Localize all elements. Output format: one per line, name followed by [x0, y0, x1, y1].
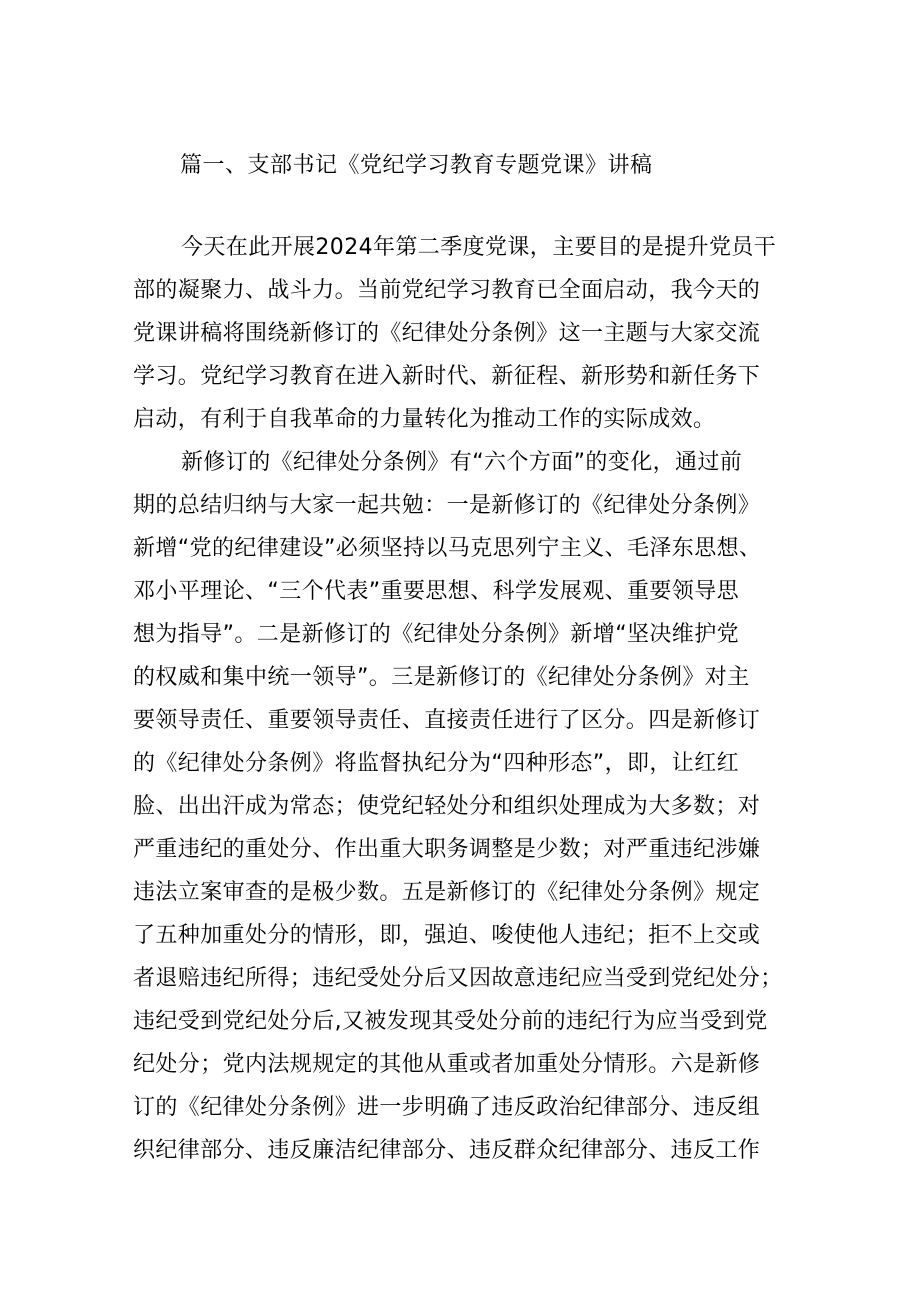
paragraph-2-line-9: 脸、出出汗成为常态；使党纪轻处分和组织处理成为大多数；对 — [133, 794, 761, 819]
paragraph-2-line-15: 纪处分；党内法规规定的其他从重或者加重处分情形。六是新修 — [133, 1052, 761, 1077]
paragraph-2-line-3: 新增“党的纪律建设”必须坚持以马克思列宁主义、毛泽东思想、 — [133, 536, 762, 561]
paragraph-2-line-14: 违纪受到党纪处分后,又被发现其受处分前的违纪行为应当受到党 — [133, 1009, 768, 1034]
paragraph-1-line-5: 启动，有利于自我革命的力量转化为推动工作的实际成效。 — [133, 407, 716, 432]
paragraph-1-line-1: 今天在此开展2024年第二季度党课，主要目的是提升党员干 — [181, 235, 777, 260]
paragraph-2-line-13: 者退赔违纪所得；违纪受处分后又因故意违纪应当受到党纪处分； — [133, 966, 783, 991]
paragraph-2-line-5: 想为指导”。二是新修订的《纪律处分条例》新增“坚决维护党 — [133, 622, 739, 647]
document-title: 篇一、支部书记《党纪学习教育专题党课》讲稿 — [180, 153, 653, 178]
paragraph-2-line-4: 邓小平理论、“三个代表”重要思想、科学发展观、重要领导思 — [133, 579, 739, 604]
paragraph-2-line-12: 了五种加重处分的情形，即，强迫、唆使他人违纪；拒不上交或 — [133, 923, 761, 948]
paragraph-2-line-17: 织纪律部分、违反廉洁纪律部分、违反群众纪律部分、违反工作 — [133, 1138, 761, 1163]
paragraph-2-line-6: 的权威和集中统一领导”。三是新修订的《纪律处分条例》对主 — [133, 665, 750, 690]
paragraph-2-line-10: 严重违纪的重处分、作出重大职务调整是少数；对严重违纪涉嫌 — [133, 837, 761, 862]
paragraph-1-line-3: 党课讲稿将围绕新修订的《纪律处分条例》这一主题与大家交流 — [133, 321, 761, 346]
paragraph-2-line-16: 订的《纪律处分条例》进一步明确了违反政治纪律部分、违反组 — [133, 1095, 761, 1120]
paragraph-2-line-1: 新修订的《纪律处分条例》有“六个方面”的变化，通过前 — [181, 450, 743, 475]
paragraph-2-line-2: 期的总结归纳与大家一起共勉：一是新修订的《纪律处分条例》 — [133, 493, 761, 518]
document-body — [133, 226, 793, 1172]
paragraph-2-line-11: 违法立案审查的是极少数。五是新修订的《纪律处分条例》规定 — [133, 880, 761, 905]
paragraph-1-line-4: 学习。党纪学习教育在进入新时代、新征程、新形势和新任务下 — [133, 364, 761, 389]
paragraph-1-line-2: 部的凝聚力、战斗力。当前党纪学习教育已全面启动，我今天的 — [133, 278, 761, 303]
paragraph-2-line-8: 的《纪律处分条例》将监督执纪分为“四种形态”，即，让红红 — [133, 751, 739, 776]
paragraph-2-line-7: 要领导责任、重要领导责任、直接责任进行了区分。四是新修订 — [133, 708, 761, 733]
